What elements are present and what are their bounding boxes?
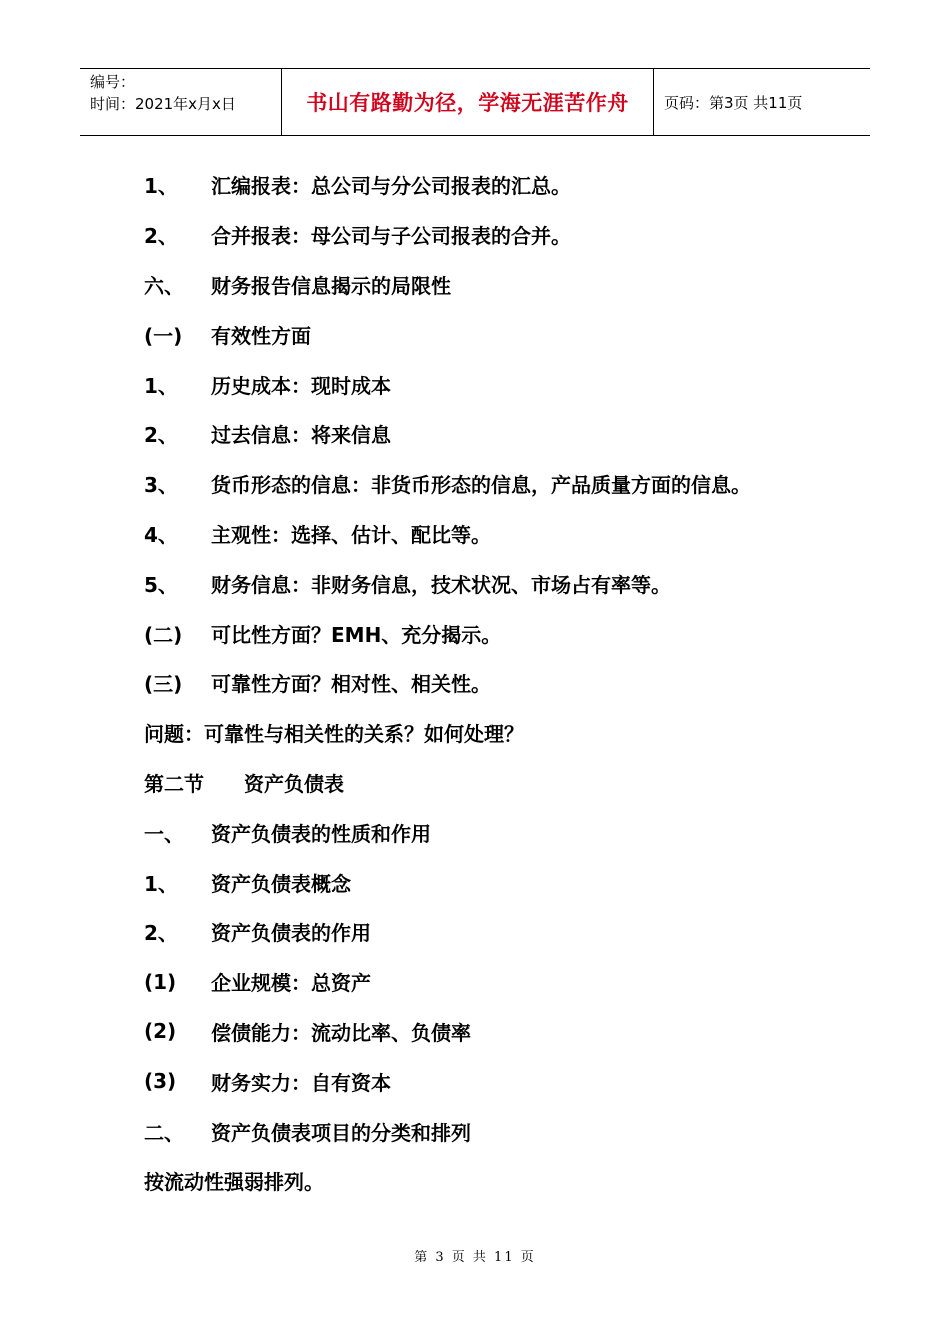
line-number: (三): [144, 672, 183, 697]
line-text: 企业规模：总资产: [211, 971, 371, 996]
line-text: 按流动性强弱排列。: [144, 1170, 324, 1195]
line-number: (1): [144, 969, 177, 994]
line-number: 1、: [144, 373, 178, 398]
text-line: [144, 459, 864, 509]
line-text: 资产负债表概念: [211, 871, 351, 896]
text-line: [144, 1007, 864, 1057]
header-page-info: 页码：第3页 共11页: [664, 93, 803, 112]
section-heading: [144, 1106, 864, 1156]
line-text: 合并报表：母公司与子公司报表的合并。: [211, 224, 571, 249]
text-line: [144, 857, 864, 907]
text-line: [144, 1156, 864, 1206]
section-heading: [144, 807, 864, 857]
document-body: [144, 160, 864, 1206]
line-text: 资产负债表的性质和作用: [211, 821, 431, 846]
line-number: 1、: [144, 871, 178, 896]
line-text: 资产负债表: [244, 771, 344, 796]
text-line: [144, 1056, 864, 1106]
text-line: [144, 409, 864, 459]
line-text: 过去信息：将来信息: [211, 423, 391, 448]
page-header: [80, 68, 870, 136]
question-line: [144, 708, 864, 758]
line-number: 3、: [144, 473, 178, 498]
line-text: 可比性方面？EMH、充分揭示。: [211, 622, 502, 647]
text-line: [144, 309, 864, 359]
line-text: 货币形态的信息：非货币形态的信息，产品质量方面的信息。: [211, 473, 751, 498]
line-number: 1、: [144, 174, 178, 199]
line-number: (2): [144, 1019, 177, 1044]
line-text: 财务实力：自有资本: [211, 1070, 391, 1095]
line-number: (二): [144, 622, 183, 647]
text-line: [144, 658, 864, 708]
line-text: 问题：可靠性与相关性的关系？如何处理？: [144, 722, 524, 747]
text-line: [144, 210, 864, 260]
text-line: [144, 608, 864, 658]
line-text: 资产负债表项目的分类和排列: [211, 1120, 471, 1145]
line-text: 历史成本：现时成本: [211, 373, 391, 398]
number-label: 编号：: [90, 73, 136, 91]
page-footer: 第 3 页 共 11 页: [414, 1250, 536, 1265]
line-number: (3): [144, 1069, 177, 1094]
line-number: 2、: [144, 423, 178, 448]
section-heading: [144, 260, 864, 310]
line-number: 2、: [144, 224, 178, 249]
text-line: [144, 509, 864, 559]
text-line: [144, 957, 864, 1007]
line-text: 偿债能力：流动比率、负债率: [211, 1020, 471, 1045]
text-line: [144, 160, 864, 210]
line-number: 六、: [144, 273, 184, 298]
line-number: (一): [144, 323, 183, 348]
header-meta: [80, 69, 282, 135]
line-number: 2、: [144, 921, 178, 946]
header-motto: 书山有路勤为径，学海无涯苦作舟: [282, 69, 654, 135]
line-number: 4、: [144, 522, 178, 547]
text-line: [144, 558, 864, 608]
line-text: 财务报告信息揭示的局限性: [211, 273, 451, 298]
line-text: 有效性方面: [211, 323, 311, 348]
line-number: 第二节: [144, 771, 204, 796]
time-label: 时间：2021年x月x日: [90, 95, 236, 113]
line-text: 主观性：选择、估计、配比等。: [211, 522, 491, 547]
line-text: 资产负债表的作用: [211, 921, 371, 946]
line-number: 5、: [144, 572, 178, 597]
line-number: 二、: [144, 1120, 184, 1145]
line-text: 财务信息：非财务信息，技术状况、市场占有率等。: [211, 572, 671, 597]
text-line: [144, 359, 864, 409]
line-text: 可靠性方面？相对性、相关性。: [211, 672, 491, 697]
line-number: 一、: [144, 821, 184, 846]
text-line: [144, 907, 864, 957]
chapter-heading: [144, 758, 864, 808]
line-text: 汇编报表：总公司与分公司报表的汇总。: [211, 174, 571, 199]
